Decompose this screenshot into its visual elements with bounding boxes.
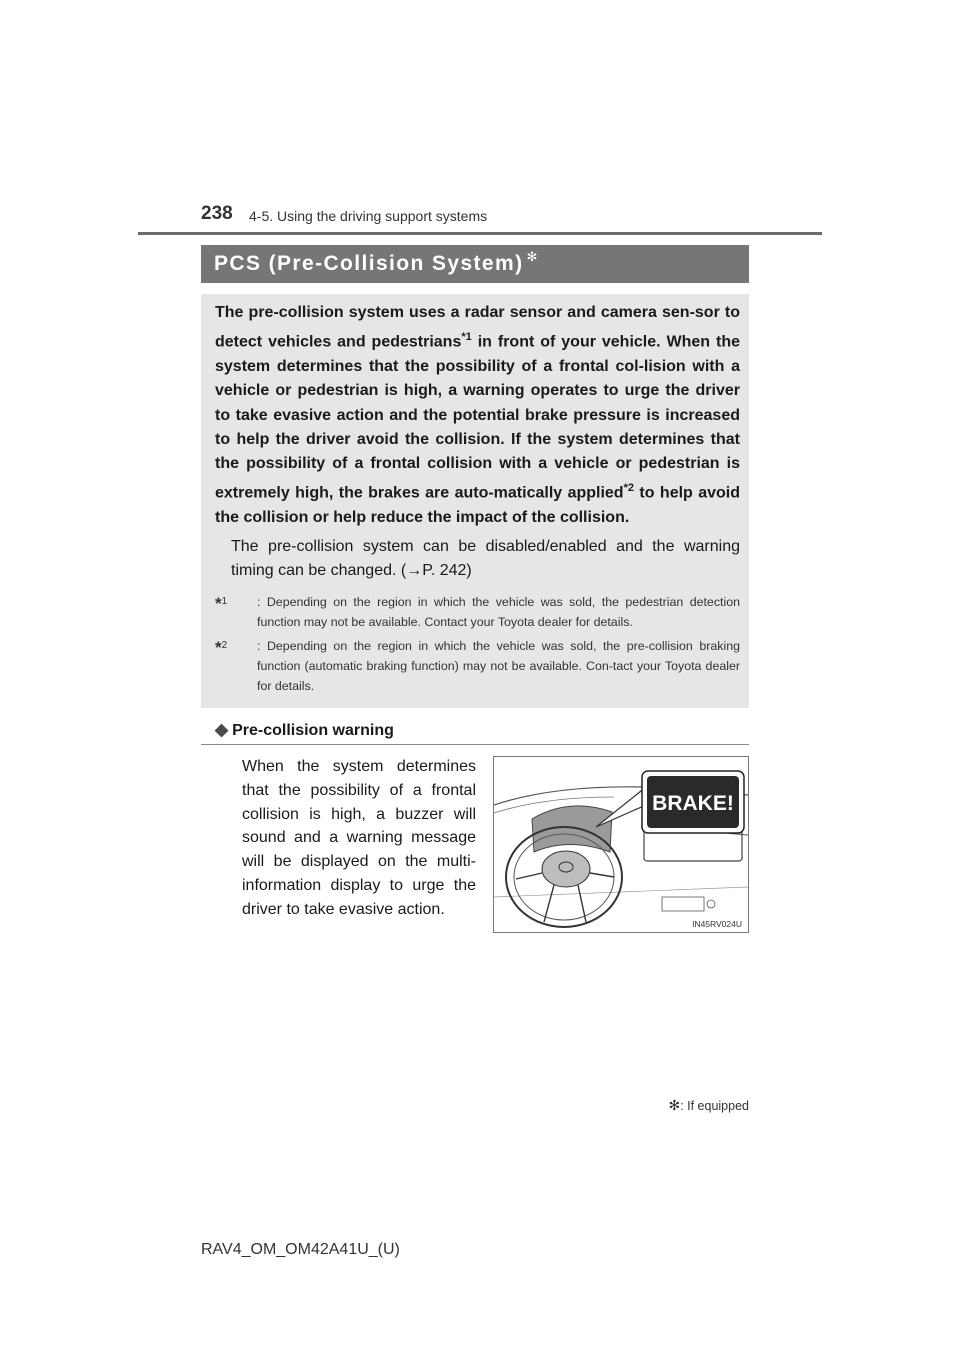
section-heading-text: Pre-collision warning xyxy=(232,722,394,739)
brake-callout-text: BRAKE! xyxy=(652,792,734,815)
footnote-2 xyxy=(215,636,740,696)
footer-star: ✻ xyxy=(668,1097,681,1113)
page-title: PCS (Pre-Collision System) xyxy=(214,252,524,275)
dashboard-illustration xyxy=(493,756,749,933)
footnote-number: 2 xyxy=(221,640,228,652)
document-id: RAV4_OM_OM42A41U_(U) xyxy=(201,1241,400,1258)
footnote-1 xyxy=(215,592,740,632)
footnote-ref-1: *1 xyxy=(461,331,472,344)
intro-text-part2: in front of your vehicle. When the system determines that the possibility of a frontal col-lision with a vehicle or pedestrian is high, a warning operates to urge the driver to take evasive action and the potential brake pressure is increased to help the driver avoid the collision. If the system determines that the possibility of a frontal collision with a vehicle or pedestrian is extremely high, the brakes are auto-matically applied xyxy=(215,333,740,502)
settings-note: The pre-collision system can be disabled/enabled and the warning timing can be changed. (→P. 242) xyxy=(231,538,740,580)
if-equipped-mark: ✻ xyxy=(526,249,538,264)
footnote-marker-1 xyxy=(215,592,227,615)
footer-note-text: : If equipped xyxy=(680,1099,749,1113)
footnote-star: * xyxy=(215,594,222,614)
footnote-text: : Depending on the region in which the vehicle was sold, the pedestrian detection function may not be available. Contact your Toyota dealer for details. xyxy=(257,595,740,630)
dashboard-drawing xyxy=(494,757,748,932)
intro-text-part3: to help avoid the collision or help reduce the impact of the collision. xyxy=(215,484,741,527)
section-heading xyxy=(215,720,749,744)
footnote-text: : Depending on the region in which the vehicle was sold, the pre-collision braking function (automatic braking function) may not be available. Con-tact your Toyota dealer for details. xyxy=(257,639,740,694)
illustration-code: IN45RV024U xyxy=(692,919,742,929)
warning-description: When the system determines that the possibility of a frontal collision is high, a buzzer will sound and a warning message will be displayed on the multi-information display to urge the driver to take evasive action. xyxy=(242,758,476,918)
if-equipped-note xyxy=(600,1097,749,1114)
section-rule xyxy=(201,744,749,745)
header-rule xyxy=(138,232,822,235)
intro-text-part1: The pre-collision system uses a radar sensor and camera sen-sor to detect vehicles and pedestrians xyxy=(215,304,740,351)
intro-box xyxy=(201,294,749,708)
page-number: 238 xyxy=(201,203,233,224)
footnote-number: 1 xyxy=(221,596,228,608)
diamond-icon: ◆ xyxy=(215,720,229,739)
section-reference: 4-5. Using the driving support systems xyxy=(249,208,488,224)
footnote-ref-2: *2 xyxy=(623,482,634,495)
title-band xyxy=(201,245,749,283)
intro-text xyxy=(215,301,740,530)
footnote-star: * xyxy=(215,638,222,658)
footnote-marker-2 xyxy=(215,636,227,659)
